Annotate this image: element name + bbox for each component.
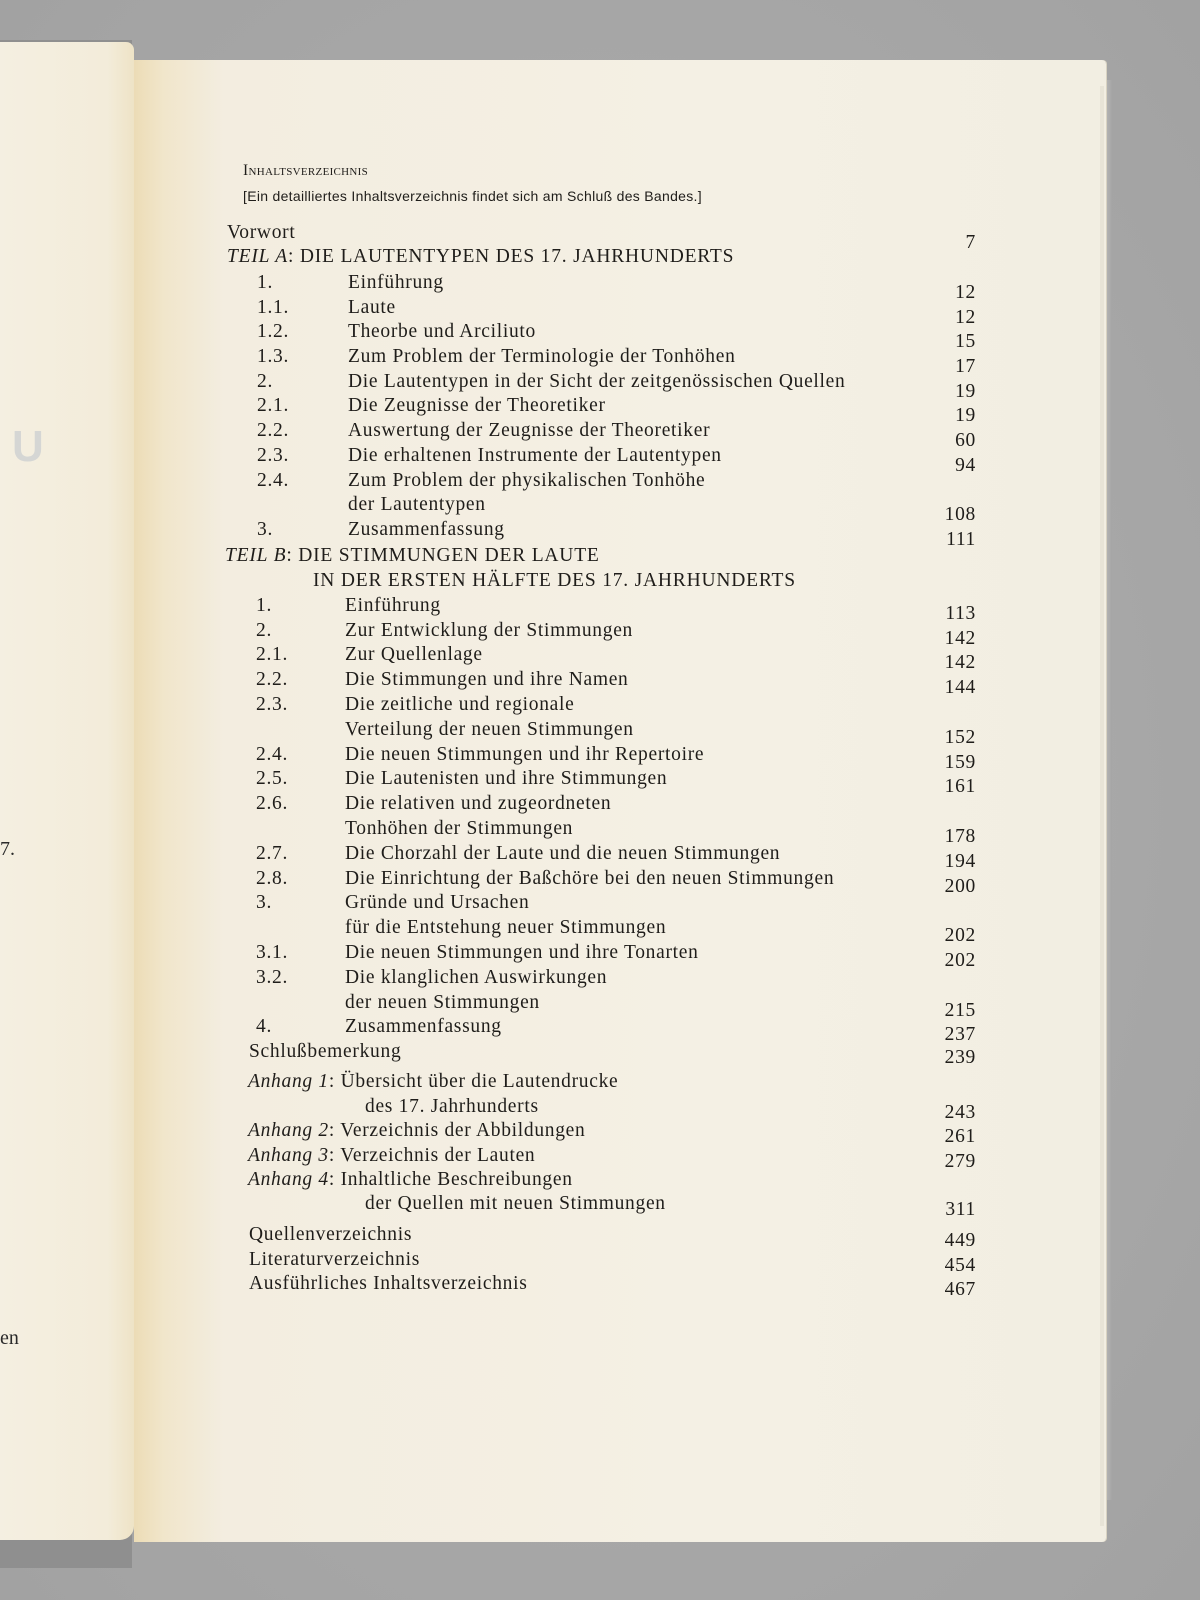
appendix-title-continued: der Quellen mit neuen Stimmungen: [365, 1193, 666, 1214]
entry-title: Ausführliches Inhaltsverzeichnis: [249, 1273, 528, 1294]
toc-entry: [0, 1193, 1200, 1218]
appendix-entry: [248, 1071, 618, 1093]
page-number: 215: [944, 1000, 976, 1021]
toc-entry: [0, 843, 1200, 872]
page-number: 144: [944, 677, 976, 698]
toc-entry: [0, 1120, 1200, 1145]
appendix-title: : Verzeichnis der Lauten: [328, 1145, 536, 1166]
part-label: TEIL B: [225, 545, 287, 566]
section-title: Verteilung der neuen Stimmungen: [345, 719, 634, 740]
section-number: 2.6.: [256, 793, 289, 814]
section-title: Zur Quellenlage: [345, 644, 483, 665]
section-number: 2.5.: [256, 768, 289, 789]
left-page-bleedthrough: U: [12, 422, 44, 471]
section-number: 3.: [257, 519, 274, 540]
entry-title: Vorwort: [227, 222, 296, 243]
appendix-label: Anhang 4: [248, 1169, 329, 1190]
section-number: 4.: [256, 1016, 273, 1037]
section-number: 3.: [256, 892, 273, 913]
page-number: 243: [944, 1102, 976, 1123]
toc-entry: [0, 1096, 1200, 1121]
page-number: 467: [944, 1279, 976, 1300]
page-number: 202: [944, 925, 976, 946]
section-number: 3.1.: [256, 942, 289, 963]
page-number: 449: [944, 1230, 976, 1251]
toc-entry: [0, 519, 1200, 550]
appendix-title-continued: des 17. Jahrhunderts: [365, 1096, 539, 1117]
toc-entry: [0, 445, 1200, 476]
page-number: 19: [955, 405, 976, 426]
page-number: 237: [944, 1024, 976, 1045]
page-number: 111: [946, 529, 976, 550]
page-number: 94: [955, 455, 976, 476]
toc-entry: [0, 942, 1200, 971]
toc-entry: [0, 570, 1200, 595]
toc-entry: [0, 1145, 1200, 1170]
toc-entry: [0, 222, 1200, 253]
section-title: Die Chorzahl der Laute und die neuen Stimmungen: [345, 843, 781, 864]
toc-entry: [0, 321, 1200, 352]
page-number: 279: [944, 1151, 976, 1172]
page-number: 19: [955, 381, 976, 402]
appendix-entry: [248, 1145, 535, 1167]
entry-title: Literaturverzeichnis: [249, 1249, 420, 1270]
section-title: Die Einrichtung der Baßchöre bei den neuen Stimmungen: [345, 868, 835, 889]
section-title: der neuen Stimmungen: [345, 992, 540, 1013]
section-title: Einführung: [345, 595, 441, 616]
appendix-title: : Übersicht über die Lautendrucke: [328, 1071, 619, 1092]
toc-entry: [0, 494, 1200, 525]
part-heading: [227, 246, 734, 268]
section-title: Die neuen Stimmungen und ihr Repertoire: [345, 744, 705, 765]
page-number: 12: [955, 307, 976, 328]
section-number: 1.: [257, 272, 274, 293]
section-number: 1.3.: [257, 346, 290, 367]
toc-entry: [0, 246, 1200, 271]
page-number: 113: [945, 603, 976, 624]
part-heading: [225, 545, 600, 567]
page-number: 142: [944, 652, 976, 673]
section-number: 2.: [256, 620, 273, 641]
section-title: Auswertung der Zeugnisse der Theoretiker: [348, 420, 711, 441]
section-number: 2.7.: [256, 843, 289, 864]
page-number: 261: [944, 1126, 976, 1147]
toc-entry: [0, 371, 1200, 402]
appendix-label: Anhang 3: [248, 1145, 329, 1166]
toc-title: Inhaltsverzeichnis: [243, 162, 369, 179]
toc-entry: [0, 644, 1200, 673]
appendix-title: : Inhaltliche Beschreibungen: [328, 1169, 573, 1190]
section-title: Zusammenfassung: [345, 1016, 502, 1037]
page-number: 178: [944, 826, 976, 847]
toc-entry: [0, 346, 1200, 377]
section-number: 1.1.: [257, 297, 290, 318]
appendix-label: Anhang 1: [248, 1071, 329, 1092]
page-number: 311: [945, 1199, 976, 1220]
toc-entry: [0, 620, 1200, 649]
toc-entry: [0, 744, 1200, 773]
section-title: Die neuen Stimmungen und ihre Tonarten: [345, 942, 699, 963]
section-title: Theorbe und Arciliuto: [348, 321, 536, 342]
section-number: 2.4.: [256, 744, 289, 765]
appendix-entry: [248, 1169, 573, 1191]
section-title: Die Zeugnisse der Theoretiker: [348, 395, 606, 416]
section-number: 2.4.: [257, 470, 290, 491]
toc-entry: [0, 917, 1200, 946]
page-number: 12: [955, 282, 976, 303]
section-title: Die erhaltenen Instrumente der Lautentypen: [348, 445, 722, 466]
toc-note: [Ein detailliertes Inhaltsverzeichnis findet sich am Schluß des Bandes.]: [243, 188, 702, 204]
section-title: Die Lautentypen in der Sicht der zeitgenössischen Quellen: [348, 371, 846, 392]
part-title: : DIE STIMMUNGEN DER LAUTE: [286, 545, 600, 566]
appendix-title: : Verzeichnis der Abbildungen: [328, 1120, 586, 1141]
toc-entry: [0, 545, 1200, 570]
page-number: 159: [944, 752, 976, 773]
page-number: 15: [955, 331, 976, 352]
section-number: 2.8.: [256, 868, 289, 889]
section-number: 2.1.: [257, 395, 290, 416]
toc-entry: [0, 967, 1200, 992]
page-number: 161: [944, 776, 976, 797]
section-number: 2.3.: [257, 445, 290, 466]
toc-entry: [0, 395, 1200, 426]
section-title: Die Lautenisten und ihre Stimmungen: [345, 768, 668, 789]
section-title: für die Entstehung neuer Stimmungen: [345, 917, 667, 938]
section-title: Zur Entwicklung der Stimmungen: [345, 620, 634, 641]
part-title-continued: IN DER ERSTEN HÄLFTE DES 17. JAHRHUNDERTS: [313, 570, 796, 591]
page-number: 239: [944, 1047, 976, 1068]
section-title: Die zeitliche und regionale: [345, 694, 575, 715]
section-title: Einführung: [348, 272, 444, 293]
toc-entry: [0, 793, 1200, 818]
toc-entry: [0, 694, 1200, 719]
section-number: 1.: [256, 595, 273, 616]
section-title: Zum Problem der physikalischen Tonhöhe: [348, 470, 706, 491]
section-title: Zusammenfassung: [348, 519, 505, 540]
toc-entry: [0, 1016, 1200, 1045]
part-title: : DIE LAUTENTYPEN DES 17. JAHRHUNDERTS: [287, 246, 735, 267]
toc-entry: [0, 1169, 1200, 1194]
toc-entry: [0, 818, 1200, 847]
page-number: 7: [965, 232, 976, 253]
toc-entry: [0, 768, 1200, 797]
section-title: Die relativen und zugeordneten: [345, 793, 612, 814]
page-number: 108: [944, 504, 976, 525]
page-number: 454: [944, 1255, 976, 1276]
toc-entry: [0, 719, 1200, 748]
section-number: 2.: [257, 371, 274, 392]
section-title: Laute: [348, 297, 396, 318]
appendix-label: Anhang 2: [248, 1120, 329, 1141]
toc-entry: [0, 1249, 1200, 1274]
appendix-entry: [248, 1120, 586, 1142]
page-number: 152: [944, 727, 976, 748]
part-label: TEIL A: [227, 246, 288, 267]
left-page-fragment: 7.: [0, 838, 15, 860]
page-number: 60: [955, 430, 976, 451]
section-number: 2.2.: [256, 669, 289, 690]
toc-entry: [0, 892, 1200, 917]
toc-entry: [0, 272, 1200, 303]
toc-entry: [0, 595, 1200, 624]
toc-entry: [0, 1224, 1200, 1249]
page-number: 202: [944, 950, 976, 971]
section-title: der Lautentypen: [348, 494, 486, 515]
toc-entry: [0, 1041, 1200, 1066]
section-number: 3.2.: [256, 967, 289, 988]
page-number: 194: [944, 851, 976, 872]
section-number: 2.2.: [257, 420, 290, 441]
toc-entry: [0, 420, 1200, 451]
page-number: 200: [944, 876, 976, 897]
page-number: 142: [944, 628, 976, 649]
toc-entry: [0, 669, 1200, 698]
section-title: Zum Problem der Terminologie der Tonhöhen: [348, 346, 736, 367]
toc-entry: [0, 470, 1200, 495]
entry-title: Schlußbemerkung: [249, 1041, 402, 1062]
toc-entry: [0, 297, 1200, 328]
toc-entry: [0, 1071, 1200, 1096]
section-title: Gründe und Ursachen: [345, 892, 530, 913]
page-number: 17: [955, 356, 976, 377]
section-number: 2.1.: [256, 644, 289, 665]
entry-title: Quellenverzeichnis: [249, 1224, 413, 1245]
section-title: Die Stimmungen und ihre Namen: [345, 669, 629, 690]
left-page-fragment: en: [0, 1327, 19, 1349]
toc-entry: [0, 868, 1200, 897]
section-number: 2.3.: [256, 694, 289, 715]
section-title: Tonhöhen der Stimmungen: [345, 818, 574, 839]
section-title: Die klanglichen Auswirkungen: [345, 967, 608, 988]
toc-entry: [0, 1273, 1200, 1298]
toc-entry: [0, 992, 1200, 1021]
section-number: 1.2.: [257, 321, 290, 342]
